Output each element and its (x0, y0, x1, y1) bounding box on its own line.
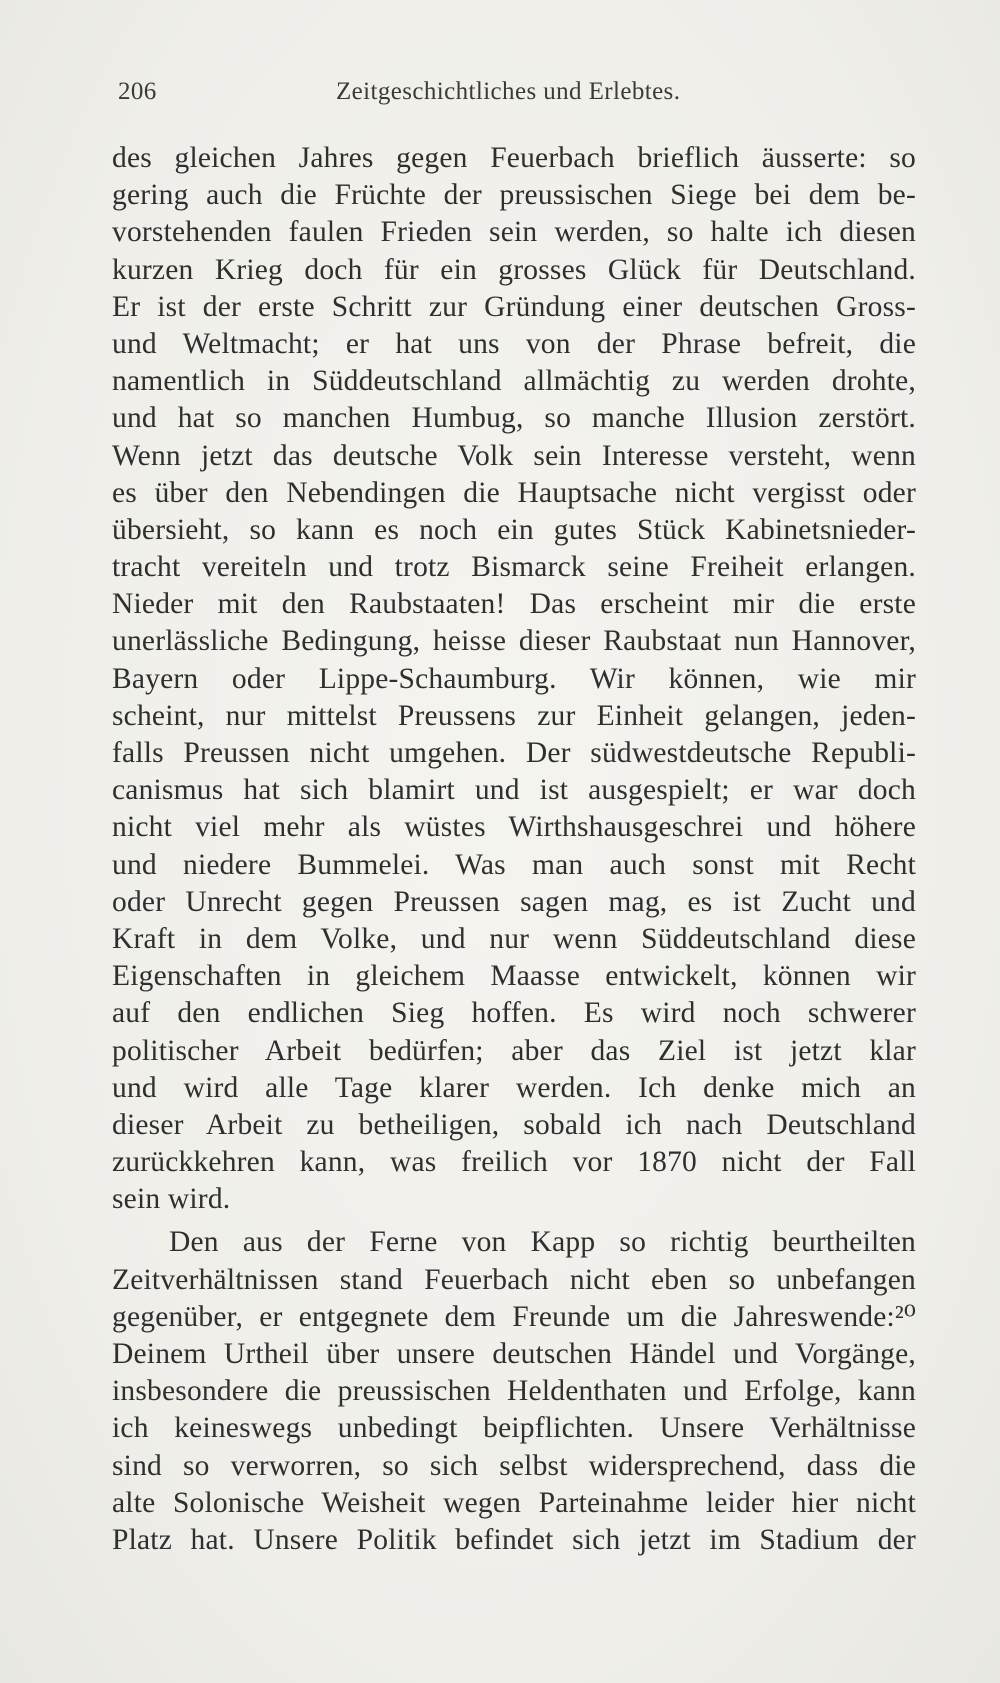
text-line: unerlässliche Bedingung, heisse dieser Raubstaat nun Hannover, (112, 625, 916, 658)
text-line: auf den endlichen Sieg hoffen. Es wird noch schwerer (112, 997, 916, 1030)
text-line: gering auch die Früchte der preussischen Siege bei dem be- (112, 179, 916, 212)
page-header (118, 78, 938, 112)
text-line: es über den Nebendingen die Hauptsache nicht vergisst oder (112, 476, 916, 509)
text-line: Zeitverhältnissen stand Feuerbach nicht eben so unbefangen (112, 1263, 916, 1296)
text-line: scheint, nur mittelst Preussens zur Einheit gelangen, jeden- (112, 699, 916, 732)
page-number: 206 (118, 78, 157, 105)
text-line: übersieht, so kann es noch ein gutes Stück Kabinetsnieder- (112, 513, 916, 546)
text-line: Bayern oder Lippe-Schaumburg. Wir können, wie mir (112, 662, 916, 695)
text-line: sind so verworren, so sich selbst widersprechend, dass die (112, 1449, 916, 1482)
text-line: Deinem Urtheil über unsere deutschen Händel und Vorgänge, (112, 1338, 916, 1370)
text-line: oder Unrecht gegen Preussen sagen mag, es ist Zucht und (112, 885, 916, 918)
text-line: canismus hat sich blamirt und ist ausgespielt; er war doch (112, 774, 916, 807)
text-line: Eigenschaften in gleichem Maasse entwickelt, können wir (112, 960, 916, 993)
text-line: Platz hat. Unsere Politik befindet sich jetzt im Stadium der (112, 1523, 916, 1556)
text-line: tracht vereiteln und trotz Bismarck seine Freiheit erlangen. (112, 551, 916, 584)
text-line: Er ist der erste Schritt zur Gründung einer deutschen Gross- (112, 290, 916, 323)
text-line: sein wird. (112, 1183, 231, 1216)
text-line: nicht viel mehr als wüstes Wirthshausgeschrei und höhere (112, 811, 916, 844)
text-line: dieser Arbeit zu betheiligen, sobald ich nach Deutschland (112, 1108, 916, 1141)
text-line: und wird alle Tage klarer werden. Ich denke mich an (112, 1071, 916, 1104)
paragraph-2 (112, 1224, 916, 1559)
text-line: des gleichen Jahres gegen Feuerbach brieflich äusserte: so (112, 142, 916, 174)
text-line: zurückkehren kann, was freilich vor 1870 nicht der Fall (112, 1146, 916, 1179)
paragraph-1 (112, 140, 916, 1218)
running-title: Zeitgeschichtliches und Erlebtes. (336, 78, 681, 105)
text-line: Wenn jetzt das deutsche Volk sein Interesse versteht, wenn (112, 439, 916, 472)
text-line: und niedere Bummelei. Was man auch sonst mit Recht (112, 848, 916, 881)
text-line: vorstehenden faulen Frieden sein werden, so halte ich diesen (112, 216, 916, 249)
body-text (112, 140, 916, 1559)
text-line: ich keineswegs unbedingt beipflichten. Unsere Verhältnisse (112, 1412, 916, 1445)
text-line: Den aus der Ferne von Kapp so richtig beurtheilten (169, 1226, 916, 1259)
text-line: kurzen Krieg doch für ein grosses Glück für Deutschland. (112, 253, 916, 286)
text-line: Nieder mit den Raubstaaten! Das erscheint mir die erste (112, 588, 916, 621)
text-line: und Weltmacht; er hat uns von der Phrase befreit, die (112, 327, 916, 360)
text-line: insbesondere die preussischen Heldenthaten und Erfolge, kann (112, 1375, 916, 1408)
text-line: Kraft in dem Volke, und nur wenn Süddeutschland diese (112, 922, 916, 955)
text-line: namentlich in Süddeutschland allmächtig zu werden drohte, (112, 365, 916, 398)
text-line: gegenüber, er entgegnete dem Freunde um die Jahreswende:²⁰ (112, 1300, 916, 1333)
text-line: falls Preussen nicht umgehen. Der südwestdeutsche Republi- (112, 737, 916, 769)
text-line: und hat so manchen Humbug, so manche Illusion zerstört. (112, 402, 916, 435)
text-line: alte Solonische Weisheit wegen Parteinahme leider hier nicht (112, 1486, 916, 1519)
text-line: politischer Arbeit bedürfen; aber das Ziel ist jetzt klar (112, 1034, 916, 1067)
